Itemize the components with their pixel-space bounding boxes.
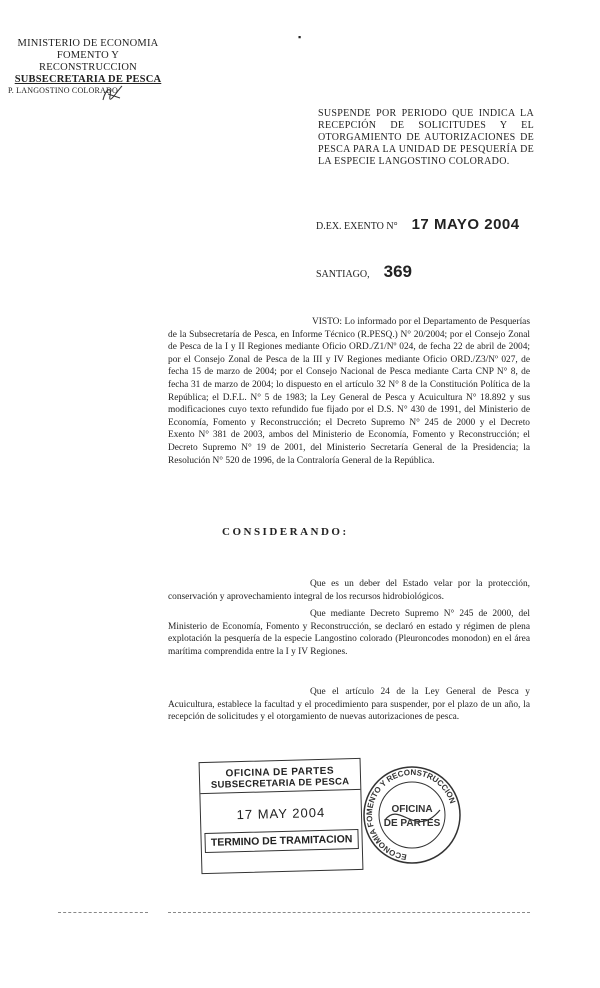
stamp-subsecretaria: SUBSECRETARIA DE PESCA <box>200 776 360 794</box>
letterhead-subsecretaria: SUBSECRETARIA DE PESCA <box>14 74 162 85</box>
visto-text: Lo informado por el Departamento de Pesquerías de la Subsecretaría de Pesca, en Informe Técnico (R.PESQ.) N° 20/2004; por el Consejo Zonal de Pesca de la I y II Regiones mediante Oficio ORD./Z1/Nº 024, de fecha 22 de abril de 2004; por el Consejo Zonal de Pesca de la III y IV Regiones mediante Oficio ORD./Z3/Nº 027, de fecha 15 de marzo de 2004; por el Consejo Nacional de Pesca mediante Carta CNP N° 8, de fecha 31 de marzo de 2004; lo dispuesto en el artículo 32 N° 8 de la Constitución Política de la República; el D.F.L. N° 5 de 1983; la Ley General de Pesca y Acuicultura N° 18.892 y sus modificaciones cuyo texto refundido fue fijado por el D.S. N° 430 de 1991, del Ministerio de Economía, Fomento y Reconstrucción; el Decreto Supremo N° 245 de 2000 y el Decreto Exento N° 381 de 2003, ambos del Ministerio de Economía, Fomento y Reconstrucción; el Decreto Supremo N° 19 de 2001, del Ministerio Secretaría General de la Presidencia; la Resolución N° 520 de 1996, de la Contraloría General de la República. <box>168 317 530 466</box>
seal-ring-text: ECONOMIA FOMENTO Y RECONSTRUCCION <box>364 767 458 862</box>
stamp-termino: TERMINO DE TRAMITACION <box>204 829 358 853</box>
stamp-date: 17 MAY 2004 <box>236 804 326 823</box>
santiago-label: SANTIAGO, <box>316 269 370 280</box>
stamp-office: OFICINA DE PARTES <box>225 765 335 780</box>
visto-label: VISTO: <box>312 317 343 327</box>
oficina-partes-stamp <box>199 758 364 874</box>
ministry-seal <box>355 760 470 870</box>
visto-paragraph <box>168 316 530 467</box>
considerando-item-2: Que mediante Decreto Supremo N° 245 de 2000, del Ministerio de Economía, Fomento y Reconstrucción, se declaró en estado y régimen de plena explotación la pesquería de la especie Langostino colorado (Pleuroncodes monodon) en el área marítima comprendida entre la I y IV Regiones. <box>168 609 530 657</box>
page-dot: ▪ <box>298 32 302 42</box>
letterhead-ministry: MINISTERIO DE ECONOMIA <box>17 38 159 49</box>
letterhead <box>8 38 168 96</box>
seal-center-1: OFICINA <box>391 804 433 815</box>
seal-center-2: DE PARTES <box>383 818 441 829</box>
decreto-date: 17 MAYO 2004 <box>411 216 520 233</box>
footer-rule-left <box>58 912 148 913</box>
letterhead-reference: P. LANGOSTINO COLORADO <box>8 86 118 95</box>
considerando-heading: CONSIDERANDO: <box>222 526 349 538</box>
considerando-item-3: Que el artículo 24 de la Ley General de Pesca y Acuicultura, establece la facultad y el procedimiento para suspender, por el plazo de un año, la recepción de solicitudes y el otorgamiento de nuevas autorizaciones de pesca. <box>168 687 530 723</box>
decreto-label: D.EX. EXENTO N° <box>316 221 398 232</box>
letterhead-ministry-sub: FOMENTO Y RECONSTRUCCION <box>39 50 137 73</box>
santiago-line <box>316 262 412 282</box>
decreto-line <box>316 216 520 233</box>
considerando-item-1: Que es un deber del Estado velar por la protección, conservación y aprovechamiento integral de los recursos hidrobiológicos. <box>168 579 530 602</box>
initials-mark <box>100 82 126 104</box>
decreto-number: 369 <box>383 262 412 281</box>
footer-rule-right <box>168 912 530 913</box>
subject-title: SUSPENDE POR PERIODO QUE INDICA LA RECEPCIÓN DE SOLICITUDES Y EL OTORGAMIENTO DE AUTORIZACIONES DE PESCA PARA LA UNIDAD DE PESQUERÍA DE LA ESPECIE LANGOSTINO COLORADO. <box>318 108 534 167</box>
